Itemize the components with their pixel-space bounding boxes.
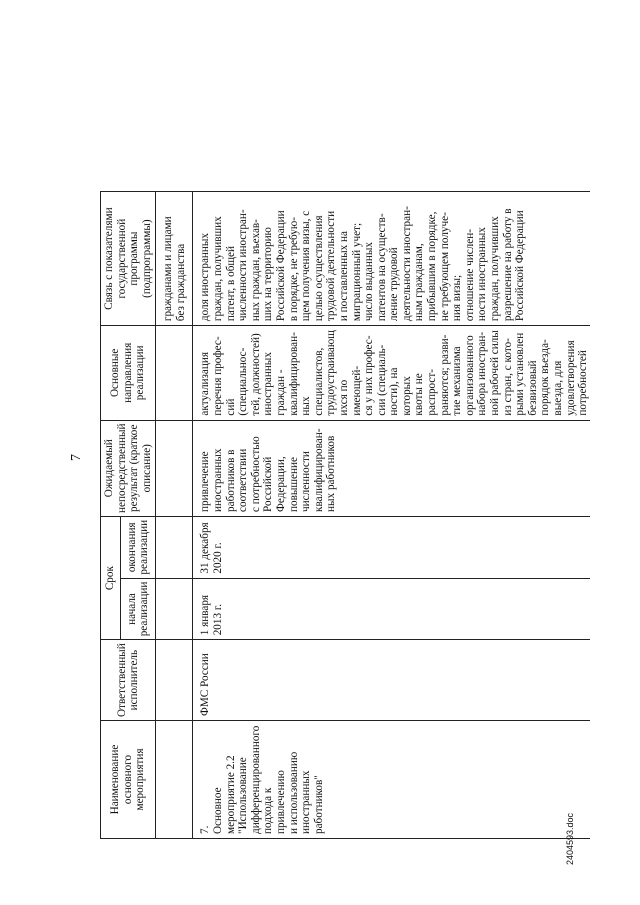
continuation-row	[156, 192, 193, 839]
document-code: 2404593.doc	[565, 812, 575, 865]
row-number: 7.	[199, 825, 212, 834]
row-directions: актуализация перечня профес- сий (специальнос- тей, должностей) иностранных граждан - квалифицирован- ных специалистов, трудоустраивающ ихся по имеющей- ся у них профес- сии (специаль- ности), на которых квоты не распрост- раняются; разви- тие механизма организованного набора иностран- ной рабочей силы из стран, с кото- рыми установлен безвизовый порядок въезда- выезда, для удовлетворения потребностей	[193, 326, 590, 420]
row-link: доля иностранных граждан, получивших патент, в общей численности иностран- ных граждан, въехав- ших на территорию Российской Федерации в порядке, не требую- щем получения визы, с целью осуществления трудовой деятельности и поставленных на миграционный учет; число выданных патентов на осуществ- ление трудовой деятельности иностран- ным гражданам, прибывшим в порядке, не требующем получе- ния визы; отношение числен- ности иностранных граждан, получивших разрешение на работу в Российской Федерации	[193, 192, 590, 326]
row-name: Основное мероприятие 2.2 "Использование дифференцированного подхода к привлечению и использованию иностранных работников"	[211, 725, 325, 834]
row-end: 31 декабря 2020 г.	[193, 516, 590, 578]
header-term-end: окончания реализации	[121, 516, 156, 578]
row-result: привлечение иностранных работников в соответствии с потребностью Российской Федерации, повышение численности квалифицирован- ных работников	[193, 420, 590, 516]
header-directions: Основные направления реализации	[101, 326, 156, 420]
row-name-cell	[193, 721, 590, 839]
measures-table	[100, 191, 590, 839]
header-link: Связь с показателями государственной программы (подпрограммы)	[101, 192, 156, 326]
header-term: Срок	[101, 516, 121, 639]
row-start: 1 января 2013 г.	[193, 578, 590, 640]
continuation-link-cell: гражданами и лицами без гражданства	[156, 192, 193, 326]
header-name: Наименование основного мероприятия	[101, 721, 156, 839]
rotated-page	[60, 40, 590, 865]
header-result: Ожидаемый непосредственный результат (краткое описание)	[101, 420, 156, 516]
header-term-start: начала реализации	[121, 578, 156, 640]
header-executor: Ответственный исполнитель	[101, 640, 156, 721]
page-number: 7	[69, 454, 84, 461]
table-row	[193, 192, 590, 839]
row-executor: ФМС России	[193, 640, 590, 721]
